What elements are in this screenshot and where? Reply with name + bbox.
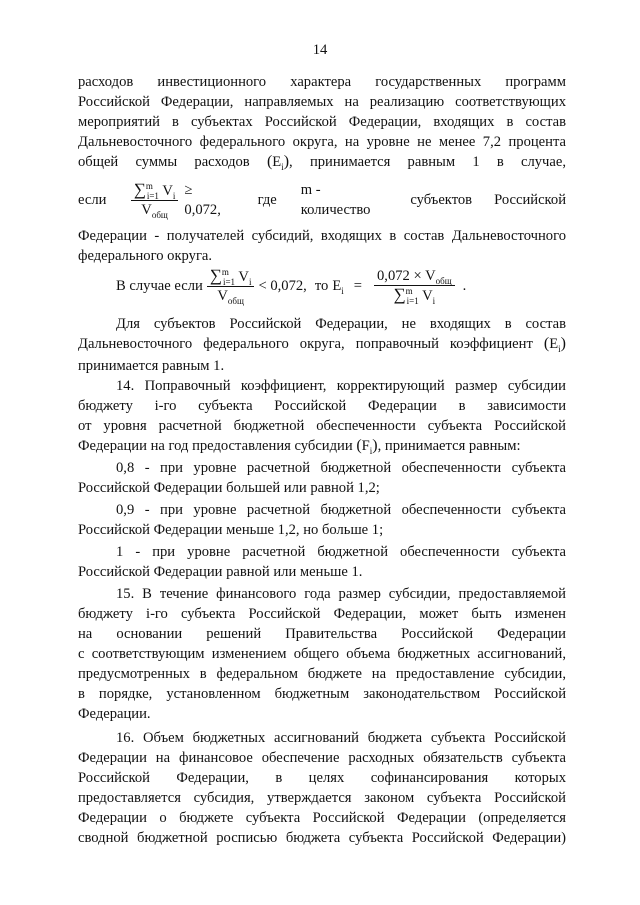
paragraph-15 <box>78 584 566 724</box>
sum-upper: m <box>221 267 229 278</box>
text-line: Российской Федерации большей или равной 1,2; <box>78 480 380 496</box>
numerator-sub: i <box>248 276 252 287</box>
formula-relation: < 0,072, <box>258 278 307 294</box>
text-line: в порядке, установленном бюджетным законодательством Российской <box>78 686 566 702</box>
numerator-sub: общ <box>435 275 452 286</box>
denominator-sub: i <box>432 295 436 306</box>
text-line: общей суммы расходов $(E_i)$, принимается равным 1 в случае, <box>78 153 567 172</box>
formula-1 <box>78 176 566 224</box>
text-span: , принимается равным 1 в случае, <box>289 154 567 170</box>
text-span: , принимается равным: <box>377 438 521 454</box>
paragraph-1 <box>78 72 566 172</box>
text-span: то <box>314 278 329 294</box>
text-line: Для субъектов Российской Федерации, не входящих в состав <box>116 316 566 332</box>
paragraph-3 <box>78 314 566 376</box>
text-span: m - количество <box>300 182 371 218</box>
denominator-sub: общ <box>151 209 168 220</box>
paragraph-2 <box>78 226 566 266</box>
denominator-var: V <box>217 288 228 304</box>
sum-lower: i=1 <box>406 295 419 306</box>
text-line: принимается равным 1. <box>78 358 225 374</box>
text-line: Федерации о бюджете субъекта Российской Федерации (определяется <box>78 810 566 826</box>
page-number: 14 <box>312 42 328 58</box>
text-line: Дальневосточного федерального округа, на уровне не менее 7,2 процента <box>78 134 566 150</box>
fraction: $\frac{\sum^m_{i=1} V_i}{V_{общ}}$ <box>207 267 255 305</box>
paragraph-16 <box>78 728 566 848</box>
text-span: Российской <box>494 192 566 208</box>
item-3 <box>78 542 566 582</box>
text-span: Дальневосточного федерального округа, поправочный коэффициент <box>78 336 533 352</box>
lhs-sub: i <box>341 285 344 296</box>
text-line: Федерации на финансовое обеспечение расходных обязательств субъекта <box>78 750 566 766</box>
text-span: где <box>257 192 277 208</box>
text-line: предусмотренных в федеральном бюджете на предоставление субсидии, <box>78 666 566 682</box>
sum-lower: i=1 <box>222 276 236 287</box>
text-span: Федерации на год предоставления субсидии <box>78 438 353 454</box>
text-line: Российской Федерации, в целях софинансирования которых <box>78 770 566 786</box>
text-line: 0,9 - при уровне расчетной бюджетной обеспеченности субъекта <box>116 502 566 518</box>
text-line: 15. В течение финансового года размер субсидии, предоставляемой <box>116 586 566 602</box>
text-line: предоставляется субсидия, утверждается законом субъекта Российской <box>78 790 566 806</box>
text-line: расходов инвестиционного характера государственных программ <box>78 74 566 90</box>
fraction: $\frac{0,072 \times V_{общ}}{\sum^m_{i=1} V_i}$ <box>374 267 455 305</box>
sum-upper: m <box>405 286 413 297</box>
text-line: Дальневосточного федерального округа, поправочный коэффициент $(E_i)$ <box>78 335 566 354</box>
item-2 <box>78 500 566 540</box>
text-line: 0,8 - при уровне расчетной бюджетной обеспеченности субъекта <box>116 460 566 476</box>
text-line: на основании решений Правительства Российской Федерации <box>78 626 566 642</box>
denominator-var: V <box>422 288 433 304</box>
symbol-e: E <box>272 154 282 170</box>
text-line: мероприятий в субъектах Российской Федерации, входящих в состав <box>78 114 566 130</box>
sum-upper: m <box>145 181 153 192</box>
equals-sign: = <box>353 278 362 294</box>
numerator: 0,072 × V <box>377 268 436 284</box>
fraction: $\frac{\sum^m_{i=1} V_i}{V_{общ}}$ <box>131 181 179 219</box>
formula-relation: ≥ 0,072, <box>184 182 221 218</box>
text-span: субъектов <box>410 192 473 208</box>
numerator-var: V <box>162 183 173 199</box>
text-line: Российской Федерации, направляемых на реализацию соответствующих <box>78 94 566 110</box>
denominator-var: V <box>141 202 152 218</box>
sum-lower: i=1 <box>146 190 159 201</box>
text-span: общей суммы расходов <box>78 154 250 170</box>
denominator-sub: общ <box>227 295 244 306</box>
text-line: 1 - при уровне расчетной бюджетной обеспеченности субъекта <box>116 544 566 560</box>
numerator-sub: i <box>172 190 176 201</box>
text-line: Федерации на год предоставления субсидии $(F_i)$, принимается равным: <box>78 437 521 456</box>
text-line: бюджету i-го субъекта Российской Федерации в зависимости <box>78 398 566 414</box>
symbol-f: F <box>361 438 370 454</box>
text-line: Федерации. <box>78 706 151 722</box>
text-line: Федерации - получателей субсидий, входящих в состав Дальневосточного <box>78 228 566 244</box>
text-line: сводной бюджетной росписью бюджета субъекта Российской Федерации) <box>78 830 566 846</box>
formula-prefix: если <box>78 192 107 208</box>
text-line: 14. Поправочный коэффициент, корректирующий размер субсидии <box>116 378 566 394</box>
formula-prefix: В случае если <box>116 278 203 294</box>
text-line: от уровня расчетной бюджетной обеспеченности субъекта Российской <box>78 418 566 434</box>
formula-end: . <box>462 278 467 294</box>
item-1 <box>78 458 566 498</box>
text-line: федерального округа. <box>78 248 213 264</box>
symbol-e: E <box>549 336 559 352</box>
paragraph-14 <box>78 376 566 456</box>
text-line: Российской Федерации равной или меньше 1. <box>78 564 363 580</box>
text-line: бюджету i-го субъекта Российской Федерации, может быть изменен <box>78 606 566 622</box>
formula-lhs: E <box>332 278 342 294</box>
text-line: с соответствующим изменением общего объема бюджетных ассигнований, <box>78 646 566 662</box>
text-line: Российской Федерации меньше 1,2, но больше 1; <box>78 522 384 538</box>
formula-2 <box>116 262 566 310</box>
text-line: 16. Объем бюджетных ассигнований бюджета субъекта Российской <box>116 730 566 746</box>
numerator-var: V <box>238 269 249 285</box>
